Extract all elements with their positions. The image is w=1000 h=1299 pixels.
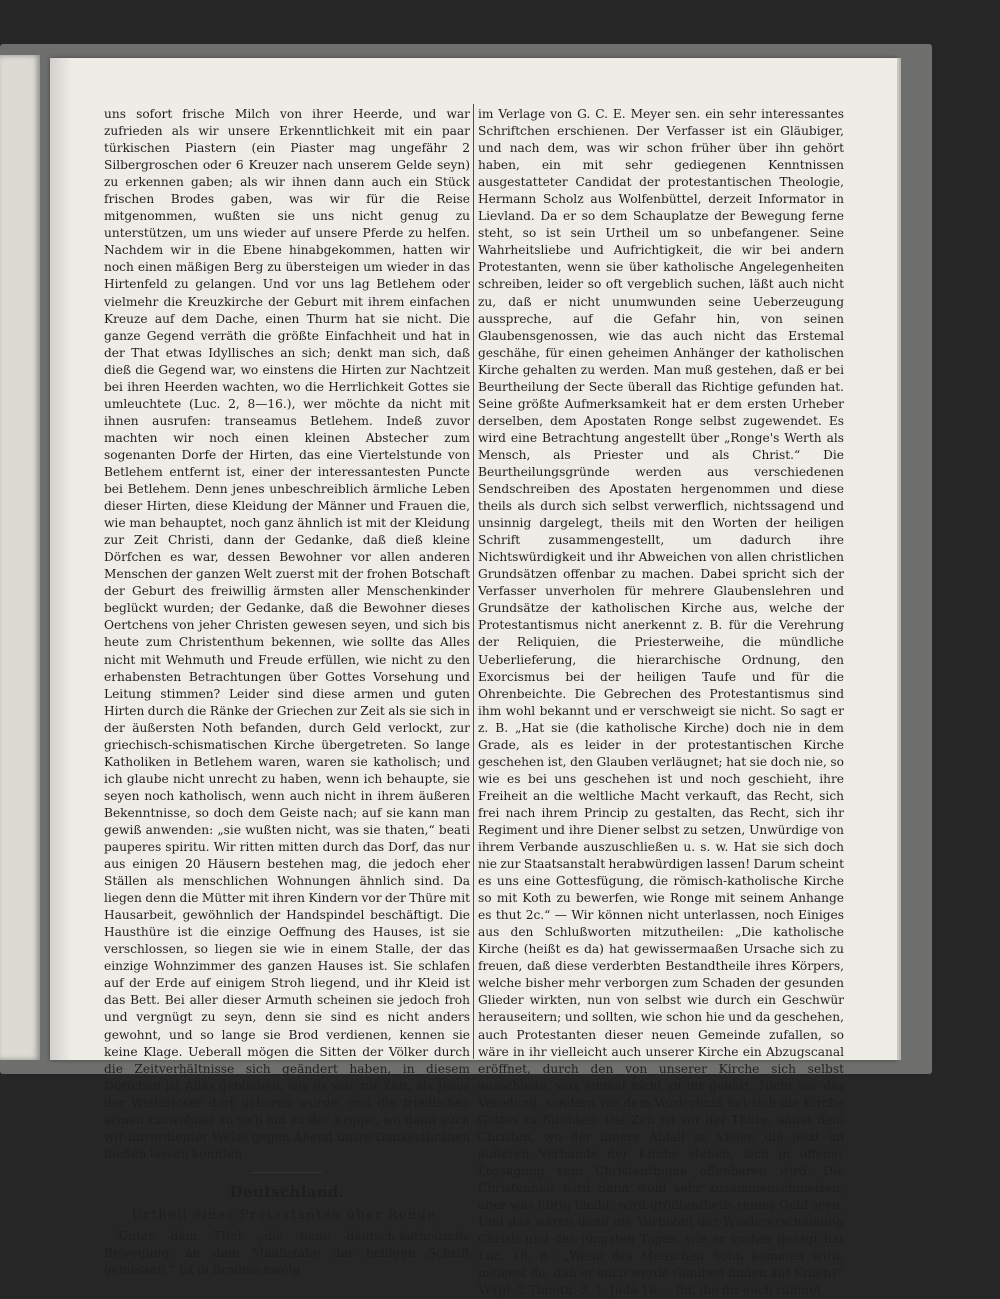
right-column	[478, 106, 844, 1298]
facing-page-edge	[0, 55, 40, 1060]
column-rule	[473, 104, 474, 1059]
gutter-shadow	[50, 58, 72, 1060]
section-separator	[252, 1172, 322, 1173]
section-title: Deutschland.	[229, 1182, 345, 1201]
left-paragraph-2: Unter dem Titel „die neue deutsch-katholische Bewegung, an dem Maaßstabe der heiligen Schrift gemessen,“ ist in Braunschweig	[104, 1228, 470, 1277]
section-subtitle: Urtheil eines Protestanten über Ronge.	[131, 1206, 443, 1222]
left-column	[104, 106, 470, 1277]
right-paragraph-1: im Verlage von G. C. E. Meyer sen. ein sehr interessantes Schriftchen erschienen. Der Verfasser ist ein Gläubiger, und nach dem, was wir schon früher über ihn gehört haben, ein mit sehr gediegenen Kenntnissen ausgestatteter Candidat der protestantischen Theologie, Hermann Scholz aus Wolfenbüttel, derzeit Informator in Lievland. Da er so dem Schauplatze der Bewegung ferne steht, so ist sein Urtheil um so unbefangener. Seine Wahrheitsliebe und Aufrichtigkeit, die wir bei andern Protestanten, wenn sie über katholische Angelegenheiten schreiben, leider so oft vergeblich suchen, läßt auch nicht zu, daß er nicht unumwunden seine Ueberzeugung ausspreche, auf die Gefahr hin, von seinen Glaubensgenossen, wie das auch nicht das Erstemal geschähe, für einen geheimen Anhänger der katholischen Kirche gehalten zu werden. Man muß gestehen, daß er bei Beurtheilung der Secte überall das Richtige gefunden hat. Seine größte Aufmerksamkeit hat er dem ersten Urheber derselben, dem Apostaten Ronge selbst zugewendet. Es wird eine Betrachtung angestellt über „Ronge's Werth als Mensch, als Priester und als Christ.“ Die Beurtheilungsgründe werden aus verschiedenen Sendschreiben des Apostaten hergenommen und diese theils als durch sich selbst verwerflich, nichtssagend und unsinnig dargelegt, theils mit den Worten der heiligen Schrift zusammengestellt, um dadurch ihre Nichtswürdigkeit und ihr Abweichen von allen christlichen Grundsätzen offenbar zu machen. Dabei spricht sich der Verfasser unverholen für mehrere Glaubenslehren und Grundsätze der katholischen Kirche aus, welche der Protestantismus nicht anerkennt z. B. für die Verehrung der Reliquien, die Priesterweihe, die mündliche Ueberlieferung, die hierarchische Ordnung, den Exorcismus bei der heiligen Taufe und für die Ohrenbeichte. Die Gebrechen des Protestantismus sind ihm wohl bekannt und er verschweigt sie nicht. So sagt er z. B. „Hat sie (die katholische Kirche) doch nie in dem Grade, als es leider in der protestantischen Kirche geschehen ist, den Glauben verläugnet; hat sie doch nie, so wie es bei uns geschehen ist und noch geschieht, ihre Freiheit an die weltliche Macht verkauft, das Recht, sich frei nach ihrem Princip zu gestalten, das Recht, sich ihr Regiment und ihre Diener selbst zu setzen, Unwürdige von ihrem Verbande auszuschließen u. s. w. Hat sie sich doch nie zur Staatsanstalt herabwürdigen lassen! Darum scheint es uns eine Gottesfügung, die römisch-katholische Kirche so mit Koth zu bewerfen, wie Ronge mit seinem Anhange es thut 2c.“ — Wir können nicht unterlassen, noch Einiges aus den Schlußworten mitzutheilen: „Die katholische Kirche (heißt es da) hat gewissermaaßen Ursache sich zu freuen, daß diese verderbten Bestandtheile ihres Körpers, welche bisher mehr verborgen zum Schaden der gesunden Glieder wirkten, nun von selbst wie durch ein Geschwür herauseitern; und sollten, wie schon hie und da geschehen, auch Protestanten dieser neuen Gemeinde zufallen, so wäre in ihr vielleicht auch unserer Kirche ein Abzugscanal eröffnet, durch den von unserer Kirche sich selbst ausschiede, was einmal nicht zu ihr gehört. Nicht vor der Verödung, sondern vor dem Verderbniß hat sich die Kirche Gottes zu fürchten. Die Zeit ist vor der Thüre, ahnet dem Christen, wo der innere Abfall so Vieler, die jetzt im äußeren Verbande der Kirche stehen, sich in offener Lossagung vom Christenthume offenbaren wird. Die Christenheit wird dann wohl sehr zusammenschmelzen, aber was übrig bleibt, wird größtentheils reines Gold seyn. Und das wären denn die Vorboten der Wiedererscheinung Christi und des jüngsten Tages, wie er vorher gesagt hat Luc. 18, 8.: „Wenn des Menschen Sohn kommen wird, meinest du, daß er auch werde Glauben finden auf Erden?“ Vergl. 2 Timoth. 3, 1. Judä 18.... Ihr, die ihr euch rühmet	[478, 107, 844, 1298]
left-paragraph-1: uns sofort frische Milch von ihrer Heerde, und war zufrieden als wir unsere Erkenntlichkeit mit ein paar türkischen Piastern (ein Piaster mag ungefähr 2 Silbergroschen oder 6 Kreuzer nach unserem Gelde seyn) zu erkennen gaben; als wir ihnen dann auch ein Stück frischen Brodes gaben, was wir für die Reise mitgenommen, wußten sie uns nicht genug zu unterstützen, um uns wieder auf unsere Pferde zu helfen. Nachdem wir in die Ebene hinabgekommen, hatten wir noch einen mäßigen Berg zu übersteigen um wieder in das Hirtenfeld zu gelangen. Und vor uns lag Betlehem oder vielmehr die Kreuzkirche der Geburt mit ihrem einfachen Kreuze auf dem Dache, einen Thurm hat sie nicht. Die ganze Gegend verräth die größte Einfachheit und hat in der That etwas Idyllisches an sich; denkt man sich, daß dieß die Gegend war, wo einstens die Hirten zur Nachtzeit bei ihren Heerden wachten, wo die Herrlichkeit Gottes sie umleuchtete (Luc. 2, 8—16.), wer möchte da nicht mit ihnen ausrufen: transeamus Betlehem. Indeß zuvor machten wir noch einen kleinen Abstecher zum sogenanten Dorfe der Hirten, das eine Viertelstunde von Betlehem entfernt ist, einer der interessantesten Puncte bei Betlehem. Denn jenes unbeschreiblich ärmliche Leben dieser Hirten, diese Kleidung der Männer und Frauen die, wie man behauptet, noch ganz ähnlich ist mit der Kleidung zur Zeit Christi, dann der Gedanke, daß dieß kleine Dörfchen es war, dessen Bewohner vor allen anderen Menschen der ganzen Welt zuerst mit der frohen Botschaft der Geburt des freiwillig ärmsten aller Menschenkinder beglückt wurden; der Gedanke, daß die Bewohner dieses Oertchens von jeher Christen gewesen seyen, und sich bis heute zum Christenthum bekennen, wie sollte das Alles nicht mit Wehmuth und Freude erfüllen, wie nicht zu den erhabensten Betrachtungen über Gottes Vorsehung und Leitung stimmen? Leider sind diese armen und guten Hirten durch die Ränke der Griechen zur Zeit als sie sich in der äußersten Noth befanden, durch Geld verlockt, zur griechisch-schismatischen Kirche übergetreten. So lange Katholiken in Betlehem waren, waren sie katholisch; und ich glaube nicht unrecht zu haben, wenn ich behaupte, sie seyen noch katholisch, wenn auch nicht in ihrem äußeren Bekenntnisse, so doch dem Geiste nach; auf sie kann man gewiß anwenden: „sie wußten nicht, was sie thaten,“ beati pauperes spiritu. Wir ritten mitten durch das Dorf, das nur aus einigen 20 Häusern bestehen mag, die jedoch eher Ställen als menschlichen Wohnungen ähnlich sind. Da liegen denn die Mütter mit ihren Kindern vor der Thüre mit Hausarbeit, gewöhnlich der Handspindel beschäftigt. Die Hausthüre ist die einzige Oeffnung des Hauses, ist sie verschlossen, so liegen sie wie in einem Stalle, der das einzige Wohnzimmer des ganzen Hauses ist. Sie schlafen auf der Erde auf einigem Stroh liegend, und ihr Kleid ist das Bett. Bei aller dieser Armuth scheinen sie jedoch froh und vergnügt zu seyn, denn sie sind es nicht anders gewohnt, und so lange sie Brod verdienen, kennen sie keine Klage. Ueberall mögen die Sitten der Völker durch die Zeitverhältnisse sich geändert haben, in diesem Dörfchen ist Alles geblieben, wie es war zur Zeit, als Jesus der Welterlöser dort geboren wurde, und die friedlichen armen Einwohner zu sich lud zu der Krippe, wo dann auch wir unverdienter Weise gegen Abend unsre Dankesthränen fließen lassen konnten.	[104, 107, 470, 1161]
